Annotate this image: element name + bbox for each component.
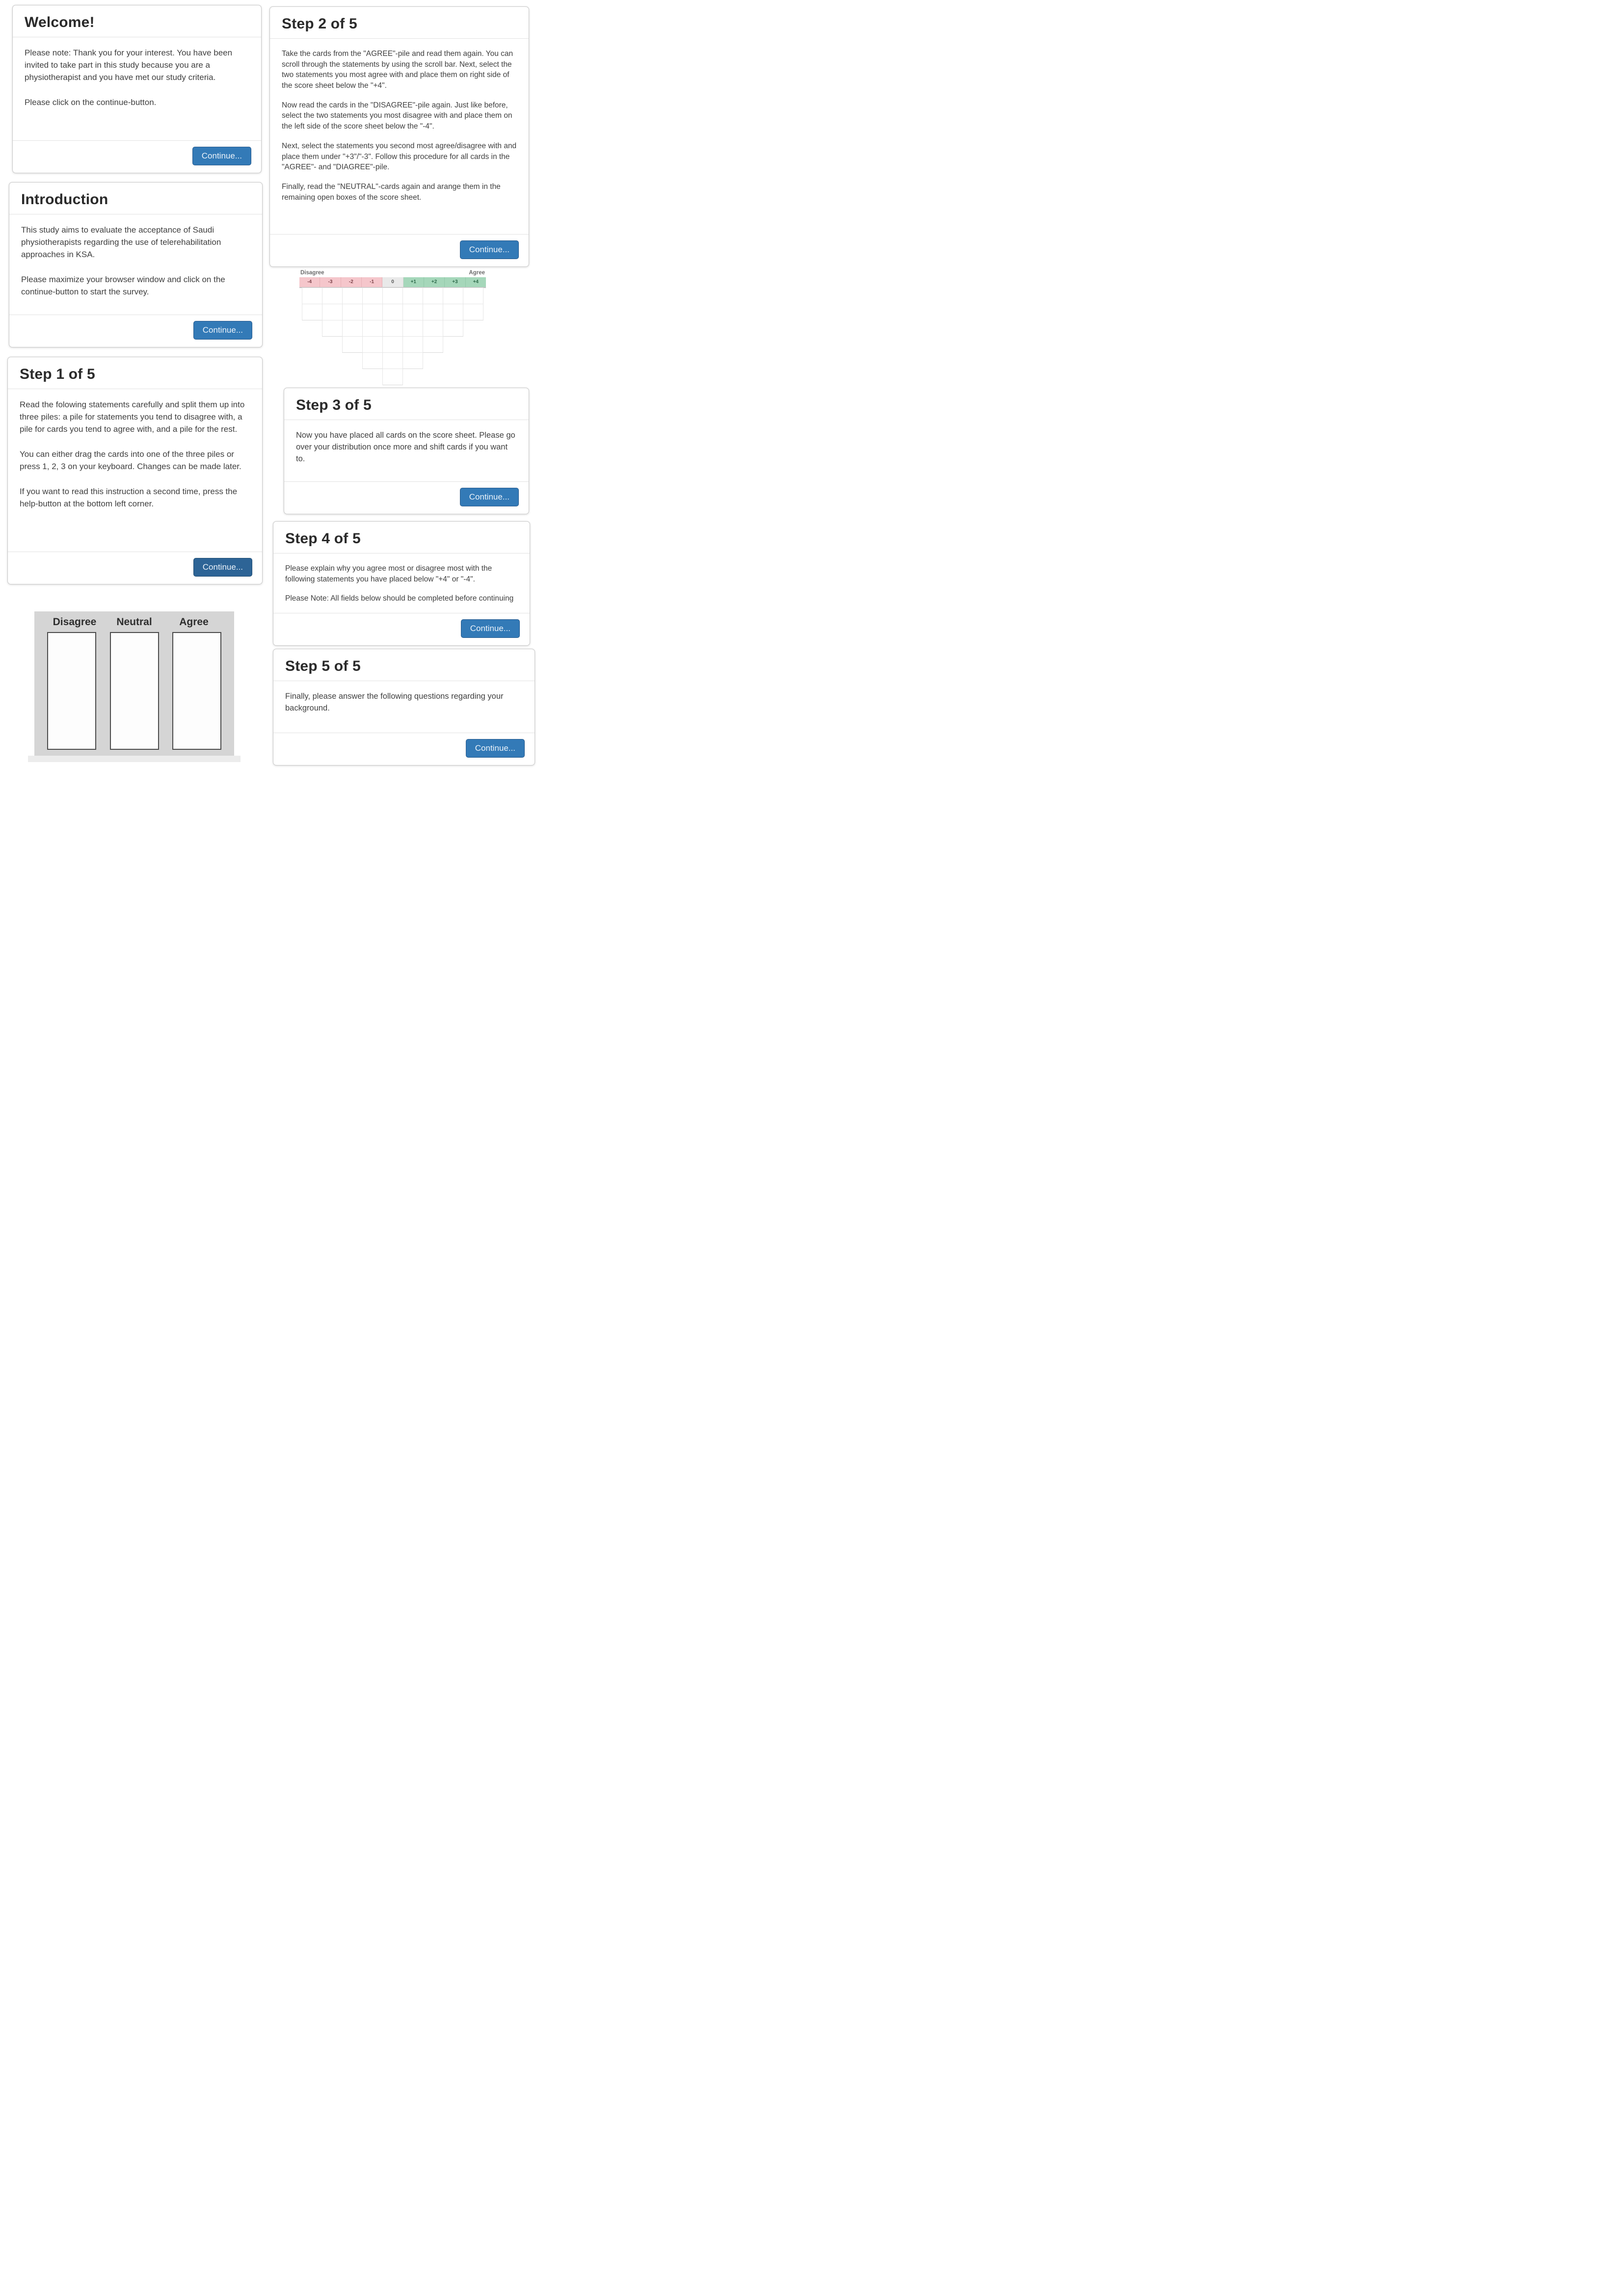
column-header-minus3: -3 bbox=[320, 277, 341, 287]
pile-label-agree: Agree bbox=[179, 616, 209, 628]
pile-label-neutral: Neutral bbox=[116, 616, 152, 628]
scoresheet-row bbox=[382, 369, 403, 385]
step2-footer bbox=[270, 235, 529, 266]
scoresheet-disagree-label: Disagree bbox=[300, 270, 324, 276]
pile-dropzone-agree[interactable] bbox=[172, 632, 221, 750]
scoresheet-empty-cell[interactable] bbox=[322, 288, 343, 304]
step4-card bbox=[273, 521, 530, 646]
scoresheet-empty-cell[interactable] bbox=[342, 304, 363, 320]
scoresheet-empty-cell[interactable] bbox=[423, 320, 443, 337]
step4-paragraph: Please explain why you agree most or disagree most with the following statements you have placed below "+4" or "-4". bbox=[285, 564, 492, 583]
introduction-paragraph: This study aims to evaluate the acceptance of Saudi physiotherapists regarding the use of telerehabilitation approaches in KSA. bbox=[21, 225, 221, 259]
step5-card bbox=[273, 649, 535, 765]
step3-footer bbox=[284, 482, 529, 514]
step5-paragraph: Finally, please answer the following questions regarding your background. bbox=[285, 692, 504, 713]
continue-button[interactable]: Continue... bbox=[460, 240, 519, 259]
welcome-paragraph: Please click on the continue-button. bbox=[25, 97, 157, 107]
step2-title: Step 2 of 5 bbox=[282, 16, 357, 32]
column-header-plus4: +4 bbox=[466, 277, 486, 287]
step4-body bbox=[273, 553, 530, 613]
step3-body bbox=[284, 420, 529, 482]
introduction-card bbox=[9, 182, 263, 347]
scoresheet-empty-cell[interactable] bbox=[382, 320, 403, 337]
column-header-plus1: +1 bbox=[403, 277, 424, 287]
step5-footer bbox=[273, 733, 535, 765]
scoresheet-empty-cell[interactable] bbox=[362, 336, 383, 353]
introduction-footer bbox=[9, 315, 262, 347]
step2-paragraph: Now read the cards in the "DISAGREE"-pile again. Just like before, select the two statements you most disagree with and place them on the left side of the score sheet below the "-4". bbox=[282, 101, 512, 131]
column-header-plus2: +2 bbox=[424, 277, 445, 287]
step1-header bbox=[8, 357, 262, 389]
score-sheet bbox=[299, 270, 486, 385]
step3-card bbox=[284, 388, 529, 514]
step3-title: Step 3 of 5 bbox=[296, 397, 372, 413]
welcome-body bbox=[13, 37, 261, 141]
introduction-header bbox=[9, 183, 262, 214]
pile-boxes bbox=[43, 632, 225, 750]
step4-footer bbox=[273, 613, 530, 645]
step2-card bbox=[269, 6, 529, 267]
welcome-footer bbox=[13, 141, 261, 173]
pile-label-disagree: Disagree bbox=[53, 616, 97, 628]
scoresheet-empty-cell[interactable] bbox=[362, 304, 383, 320]
welcome-header bbox=[13, 5, 261, 37]
scoresheet-empty-cell[interactable] bbox=[362, 288, 383, 304]
scoresheet-row bbox=[302, 288, 483, 304]
scoresheet-empty-cell[interactable] bbox=[382, 352, 403, 369]
survey-screens-collage bbox=[0, 0, 536, 765]
column-header-minus4: -4 bbox=[299, 277, 320, 287]
step2-header bbox=[270, 7, 529, 38]
scoresheet-empty-cell[interactable] bbox=[402, 288, 423, 304]
step2-paragraph: Finally, read the "NEUTRAL"-cards again and arange them in the remaining open boxes of the score sheet. bbox=[282, 182, 501, 202]
column-header-minus2: -2 bbox=[341, 277, 362, 287]
score-sheet-grid bbox=[299, 288, 486, 385]
scoresheet-empty-cell[interactable] bbox=[443, 320, 463, 337]
scoresheet-empty-cell[interactable] bbox=[302, 304, 322, 320]
scoresheet-empty-cell[interactable] bbox=[382, 336, 403, 353]
scoresheet-row bbox=[362, 352, 423, 369]
scoresheet-empty-cell[interactable] bbox=[362, 320, 383, 337]
step5-header bbox=[273, 649, 535, 681]
scoresheet-empty-cell[interactable] bbox=[342, 320, 363, 337]
pile-labels bbox=[43, 616, 225, 628]
score-sheet-column-headers bbox=[299, 277, 486, 288]
scoresheet-empty-cell[interactable] bbox=[443, 288, 463, 304]
scoresheet-empty-cell[interactable] bbox=[402, 352, 423, 369]
column-header-plus3: +3 bbox=[445, 277, 465, 287]
scoresheet-empty-cell[interactable] bbox=[382, 304, 403, 320]
welcome-card bbox=[12, 5, 262, 173]
score-sheet-axis-labels bbox=[299, 270, 486, 277]
pile-dropzone-neutral[interactable] bbox=[110, 632, 159, 750]
scoresheet-empty-cell[interactable] bbox=[423, 288, 443, 304]
step1-paragraph: Read the folowing statements carefully and split them up into three piles: a pile for statements you tend to disagree with, a pile for cards you tend to agree with, and a pile for the rest. bbox=[20, 400, 245, 434]
step4-paragraph: Please Note: All fields below should be completed before continuing bbox=[285, 594, 514, 603]
continue-button[interactable]: Continue... bbox=[460, 488, 519, 506]
step1-card bbox=[7, 357, 263, 584]
scoresheet-row bbox=[322, 320, 463, 337]
welcome-title: Welcome! bbox=[25, 14, 95, 30]
step3-paragraph: Now you have placed all cards on the score sheet. Please go over your distribution once more and shift cards if you want to. bbox=[296, 431, 515, 463]
scoresheet-empty-cell[interactable] bbox=[322, 320, 343, 337]
scoresheet-empty-cell[interactable] bbox=[402, 336, 423, 353]
scoresheet-empty-cell[interactable] bbox=[402, 304, 423, 320]
step1-title: Step 1 of 5 bbox=[20, 366, 95, 382]
welcome-paragraph: Please note: Thank you for your interest. You have been invited to take part in this study because you are a physiotherapist and you have met our study criteria. bbox=[25, 48, 233, 82]
scoresheet-empty-cell[interactable] bbox=[342, 288, 363, 304]
pile-dropzone-disagree[interactable] bbox=[47, 632, 96, 750]
introduction-paragraph: Please maximize your browser window and click on the continue-button to start the survey. bbox=[21, 274, 225, 296]
step1-paragraph: You can either drag the cards into one of the three piles or press 1, 2, 3 on your keyboard. Changes can be made later. bbox=[20, 449, 241, 471]
column-header-minus1: -1 bbox=[362, 277, 382, 287]
step5-title: Step 5 of 5 bbox=[285, 658, 361, 674]
step2-paragraph: Next, select the statements you second most agree/disagree with and place them under "+3"/"-3". Follow this procedure for all cards in the "AGREE"- and "DIAGREE"-pile. bbox=[282, 141, 517, 172]
scoresheet-empty-cell[interactable] bbox=[382, 369, 403, 385]
piles-panel-shadow bbox=[28, 756, 241, 762]
scoresheet-agree-label: Agree bbox=[469, 270, 485, 276]
step5-body bbox=[273, 681, 535, 733]
step1-paragraph: If you want to read this instruction a second time, press the help-button at the bottom left corner. bbox=[20, 486, 238, 508]
sorting-piles-panel bbox=[34, 611, 234, 756]
column-header-zero: 0 bbox=[382, 277, 403, 287]
step1-footer bbox=[8, 552, 262, 584]
step2-body bbox=[270, 38, 529, 235]
continue-button[interactable]: Continue... bbox=[192, 147, 251, 165]
step3-header bbox=[284, 388, 529, 420]
step4-header bbox=[273, 522, 530, 553]
scoresheet-empty-cell[interactable] bbox=[382, 288, 403, 304]
scoresheet-empty-cell[interactable] bbox=[342, 336, 363, 353]
scoresheet-empty-cell[interactable] bbox=[463, 288, 483, 304]
introduction-title: Introduction bbox=[21, 191, 108, 208]
step1-body bbox=[8, 389, 262, 552]
continue-button[interactable]: Continue... bbox=[461, 619, 520, 638]
continue-button[interactable]: Continue... bbox=[193, 558, 252, 577]
scoresheet-empty-cell[interactable] bbox=[322, 304, 343, 320]
step2-paragraph: Take the cards from the "AGREE"-pile and read them again. You can scroll through the statements by using the scroll bar. Next, select the two statements you most agree with and place them on right side of the score sheet below the "+4". bbox=[282, 50, 513, 90]
scoresheet-empty-cell[interactable] bbox=[402, 320, 423, 337]
continue-button[interactable]: Continue... bbox=[466, 739, 525, 758]
introduction-body bbox=[9, 214, 262, 315]
scoresheet-row bbox=[342, 336, 443, 353]
scoresheet-row bbox=[302, 304, 483, 320]
scoresheet-empty-cell[interactable] bbox=[463, 304, 483, 320]
scoresheet-empty-cell[interactable] bbox=[423, 304, 443, 320]
scoresheet-empty-cell[interactable] bbox=[423, 336, 443, 353]
scoresheet-empty-cell[interactable] bbox=[443, 304, 463, 320]
scoresheet-empty-cell[interactable] bbox=[302, 288, 322, 304]
scoresheet-empty-cell[interactable] bbox=[362, 352, 383, 369]
step4-title: Step 4 of 5 bbox=[285, 530, 361, 547]
continue-button[interactable]: Continue... bbox=[193, 321, 252, 340]
